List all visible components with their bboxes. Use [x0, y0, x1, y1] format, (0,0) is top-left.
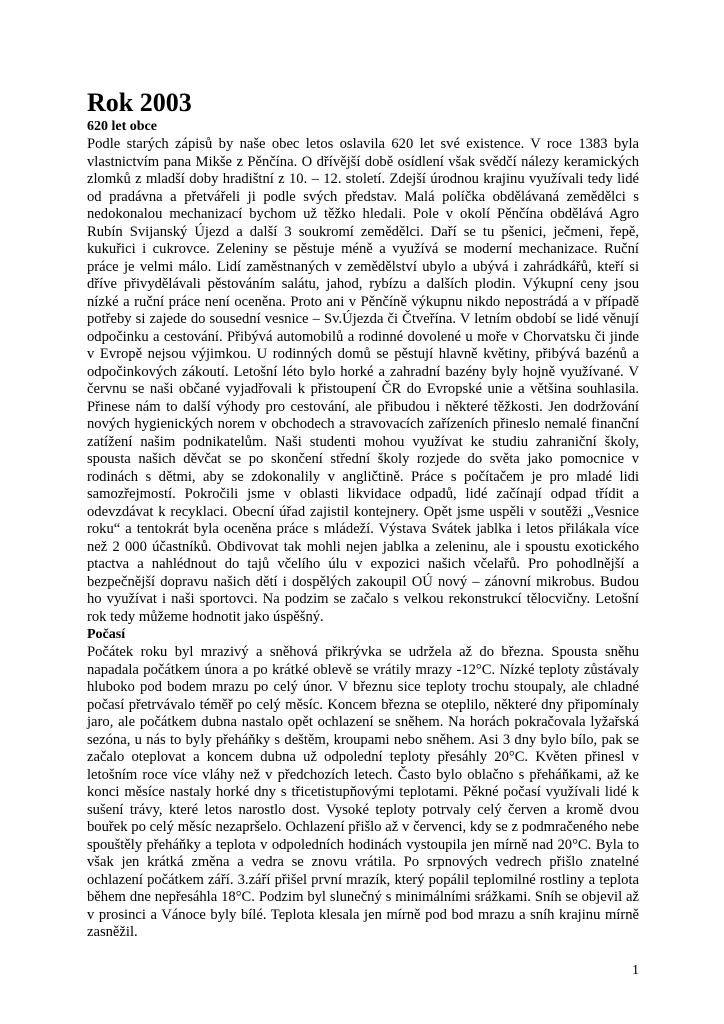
section-text-weather: Počátek roku byl mrazivý a sněhová přikrývka se udržela až do března. Spousta sněhu napadala počátkem února a po krátké oblevě se vrátily mrazy -12°C. Nízké teploty zůstávaly hluboko pod bodem mrazu po celý únor. V březnu sice teploty trochu stoupaly, ale chladné počasí přetrvávalo téměř po celý měsíc. Koncem března se oteplilo, některé dny připomínaly jaro, ale počátkem dubna nastalo opět ochlazení se sněhem. Na horách pokračovala lyžařská sezóna, u nás to byly přeháňky s deštěm, kroupami nebo sněhem. Asi 3 dny bylo bílo, pak se začalo oteplovat a koncem dubna už odpolední teploty přesáhly 20°C. Květen přinesl v letošním roce více vláhy než v předchozích letech. Často bylo oblačno s přeháňkami, až ke konci měsíce nastaly horké dny s třicetistupňovými teplotami. Pěkné počasí využívali lidé k sušení trávy, které letos narostlo dost. Vysoké teploty potrvaly celý červen a kromě dvou bouřek po celý měsíc nezapršelo. Ochlazení přišlo až v červenci, kdy se z podmračeného nebe spouštěly přeháňky a teplota v odpoledních hodinách vystoupila jen mírně nad 20°C. Byla to však jen krátká změna a vedra se znovu vrátila. Po srpnových vedrech přišlo znatelné ochlazení počátkem září. 3.září přišel první mrazík, který popálil teplomilné rostliny a teplota během dne nepřesáhla 18°C. Podzim byl slunečný s minimálními srážkami. Sníh se objevil až v prosinci a Vánoce byly bílé. Teplota klesala jen mírně pod bod mrazu a sníh krajinu mírně zasněžil.: [87, 644, 639, 940]
section-heading-anniversary: 620 let obce: [87, 119, 157, 134]
page-number: 1: [632, 963, 639, 978]
section-text-anniversary: Podle starých zápisů by naše obec letos oslavila 620 let své existence. V roce 1383 byla vlastnictvím pana Mikše z Pěnčína. O dřívější době osídlení však svědčí nálezy keramických zlomků z mladší doby hradištní z 10. – 12. století. Zdejší úrodnou krajinu využívali tedy lidé od pradávna a přetvářeli ji podle svých představ. Malá políčka obdělávaná zemědělci s nedokonalou mechanizací bychom už těžko hledali. Pole v okolí Pěnčína obdělává Agro Rubín Svijanský Újezd a další 3 soukromí zemědělci. Daří se tu pšenici, ječmeni, řepě, kukuřici i cukrovce. Zeleniny se pěstuje méně a využívá se moderní mechanizace. Ruční práce je velmi málo. Lidí zaměstnaných v zemědělství ubylo a ubývá i zahrádkářů, kteří si dříve přivydělávali pěstováním salátu, jahod, rybízu a dalších plodin. Výkupní ceny jsou nízké a ruční práce není oceněna. Proto ani v Pěnčíně výkupnu nikdo nepostrádá a v případě potřeby si zajede do sousední vesnice – Sv.Újezda či Čtveřína. V letním období se lidé věnují odpočinku a cestování. Přibývá automobilů a rodinné dovolené u moře v Chorvatsku či jinde v Evropě nejsou výjimkou. U rodinných domů se pěstují hlavně květiny, přibývá bazénů a odpočinkových zákoutí. Letošní léto bylo horké a zahradní bazény byly hojně využívané. V červnu se naši občané vyjadřovali k přistoupení ČR do Evropské unie a většina souhlasila. Přinese nám to další výhody pro cestování, ale přibudou i některé těžkosti. Jen dodržování nových hygienických norem v obchodech a stravovacích zařízeních přineslo nemalé finanční zatížení našim podnikatelům. Naši studenti mohou využívat ke studiu zahraniční školy, spousta našich děvčat se po skončení střední školy rozjede do světa jako pomocnice v rodinách s dětmi, aby se zdokonalily v angličtině. Práce s počítačem je pro mladé lidi samozřejmostí. Pokročili jsme v oblasti likvidace odpadů, lidé začínají odpad třídit a odevzdávat k recyklaci. Obecní úřad zajistil kontejnery. Opět jsme uspěli v soutěži „Vesnice roku“ a tentokrát byla oceněna práce s mládeží. Výstava Svátek jablka i letos přilákala více než 2 000 účastníků. Obdivovat tak mohli nejen jablka a zeleninu, ale i spoustu exotického ptactva a nahlédnout do tajů včelího úlu v expozici našich včelařů. Pro pohodlnější a bezpečnější dopravu našich dětí i dospělých zakoupil OÚ nový – zánovní mikrobus. Budou ho využívat i naši sportovci. Na podzim se začalo s velkou rekonstrukcí tělocvičny. Letošní rok tedy můžeme hodnotit jako úspěšný.: [87, 136, 639, 625]
document-title: Rok 2003: [87, 88, 192, 117]
section-heading-weather: Počasí: [87, 627, 126, 642]
document-page: [87, 88, 639, 942]
